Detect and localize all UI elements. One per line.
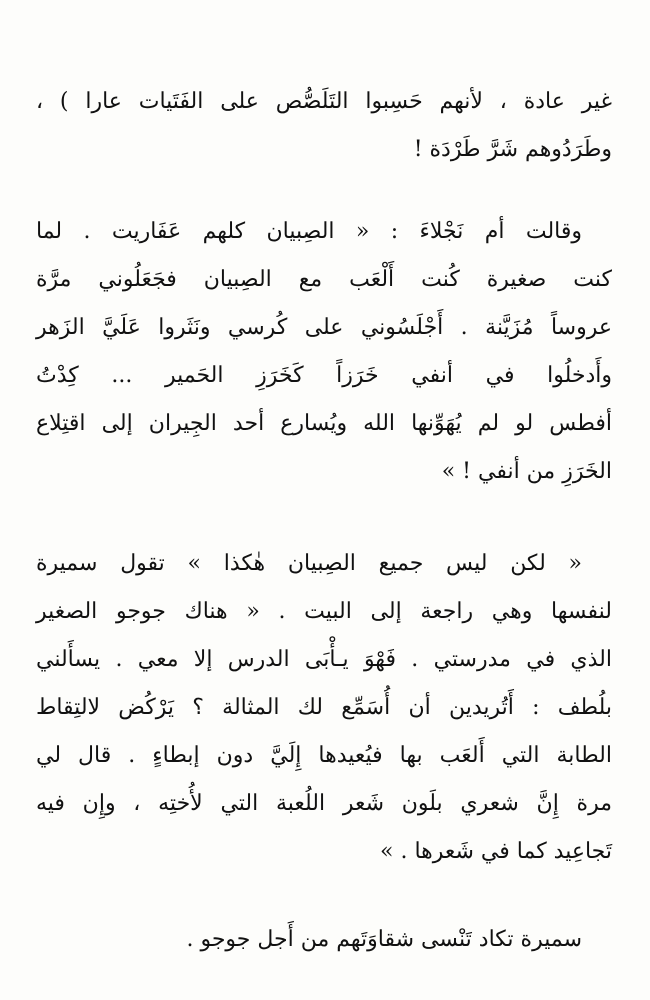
text-line: سميرة تكاد تَنْسى شقاوَتَهم من أَجل جوجو .: [186, 927, 582, 952]
text-line: وطَرَدُوهم شَرَّ طَرْدَة !: [413, 137, 612, 162]
text-line: وأَدخلُوا في أنفي خَرَزاً كَخَرَزِ الحَمير ... كِدْتُ: [36, 363, 612, 388]
text-line: وقالت أم نَجْلاءَ : « الصِبيان كلهم عَفَاريت . لما: [36, 219, 582, 244]
text-line: تَجاعِيد كما في شَعرها . »: [380, 839, 612, 864]
paragraph-1: [36, 78, 612, 174]
text-line: الخَرَزِ من أنفي ! »: [441, 459, 612, 484]
text-line: مرة إِنَّ شعري بلَون شَعر اللُعبة التي لأُختِه ، وإِن فيه: [36, 791, 612, 816]
paragraph-4: [36, 916, 612, 964]
text-line: غير عادة ، لأنهم حَسِبوا التَلَصُّص على الفَتَيات عارا ) ،: [36, 89, 612, 114]
paragraph-2: [36, 208, 612, 496]
text-line: « لكن ليس جميع الصِبيان هٰكذا » تقول سميرة: [36, 551, 582, 576]
text-line: أفطس لو لم يُهَوِّنها الله ويُسارع أحد الجِيران إلى اقتِلاع: [36, 411, 612, 436]
text-line: بلُطف : أَتُريدين أن أُسَمِّع لك المثالة ؟ يَرْكُض لالتِقاط: [36, 695, 612, 720]
paragraph-3: [36, 540, 612, 876]
text-line: الطابة التي أَلعَب بها فيُعيدها إِلَيَّ دون إبطاءٍ . قال لي: [36, 743, 612, 768]
text-line: الذي في مدرستي . فَهْوَ يـأْبَى الدرس إلا معي . يسأَلني: [36, 647, 612, 672]
text-line: كنت صغيرة كُنت أَلْعَب مع الصِبيان فجَعَلُوني مرَّة: [36, 267, 612, 292]
text-line: لنفسها وهي راجعة إلى البيت . « هناك جوجو الصغير: [36, 599, 612, 624]
text-line: عروساً مُزَيَّنة . أَجْلَسُوني على كُرسي ونَثَروا عَلَيَّ الزَهر: [36, 315, 612, 340]
